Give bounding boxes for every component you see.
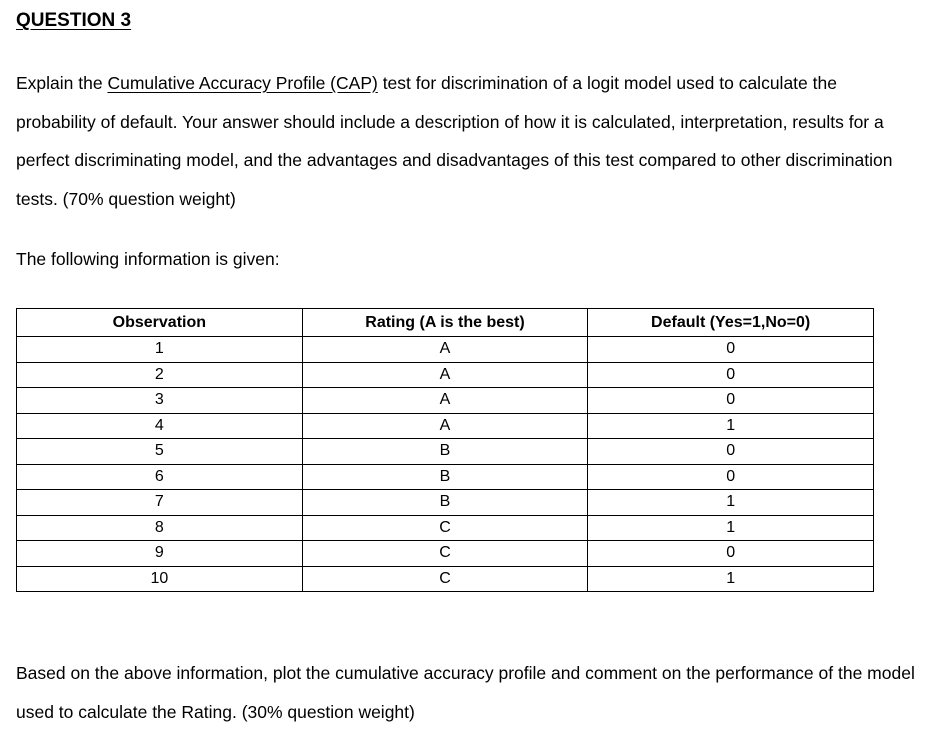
header-observation: Observation (17, 309, 303, 337)
cell-observation: 2 (17, 362, 303, 388)
cell-observation: 3 (17, 388, 303, 414)
table-row (17, 490, 874, 516)
cell-observation: 10 (17, 566, 303, 592)
cell-rating: A (302, 362, 588, 388)
header-default: Default (Yes=1,No=0) (588, 309, 874, 337)
table-header-row (17, 309, 874, 337)
cell-observation: 7 (17, 490, 303, 516)
cell-rating: C (302, 515, 588, 541)
closing-text: Based on the above information, plot the cumulative accuracy profile and comment on the performance of the model used to calculate the Rating. (30% question weight) (16, 663, 915, 722)
cell-observation: 9 (17, 541, 303, 567)
table-row (17, 337, 874, 363)
table-row (17, 439, 874, 465)
table-row (17, 515, 874, 541)
cell-rating: A (302, 388, 588, 414)
cell-default: 0 (588, 541, 874, 567)
cell-rating: B (302, 439, 588, 465)
table-row (17, 362, 874, 388)
cell-default: 1 (588, 515, 874, 541)
cell-default: 1 (588, 413, 874, 439)
question-intro (16, 64, 916, 218)
cell-default: 1 (588, 566, 874, 592)
cell-default: 1 (588, 490, 874, 516)
table-row (17, 566, 874, 592)
intro-before-link: Explain the (16, 73, 108, 93)
cell-default: 0 (588, 337, 874, 363)
table-row (17, 464, 874, 490)
question-title: QUESTION 3 (16, 10, 132, 31)
cell-observation: 4 (17, 413, 303, 439)
cell-rating: C (302, 541, 588, 567)
observation-table (16, 308, 874, 592)
intro-after-link: test for discrimination of a logit model used to calculate the probability of default. Your answer should include a description of how it is calculated, interpretation, results for a perfect discriminating model, and the advantages and disadvantages of this test compared to other discrimination tests. (70% question weight) (16, 73, 893, 209)
table-row (17, 388, 874, 414)
cell-observation: 1 (17, 337, 303, 363)
cell-default: 0 (588, 464, 874, 490)
cell-default: 0 (588, 439, 874, 465)
cell-default: 0 (588, 362, 874, 388)
cell-rating: C (302, 566, 588, 592)
cell-rating: A (302, 337, 588, 363)
cell-rating: A (302, 413, 588, 439)
cell-default: 0 (588, 388, 874, 414)
cell-rating: B (302, 490, 588, 516)
cell-observation: 5 (17, 439, 303, 465)
cell-observation: 8 (17, 515, 303, 541)
cell-observation: 6 (17, 464, 303, 490)
given-text: The following information is given: (16, 249, 280, 269)
header-rating: Rating (A is the best) (302, 309, 588, 337)
cap-link[interactable]: Cumulative Accuracy Profile (CAP) (107, 73, 378, 93)
cell-rating: B (302, 464, 588, 490)
table-row (17, 541, 874, 567)
table-row (17, 413, 874, 439)
